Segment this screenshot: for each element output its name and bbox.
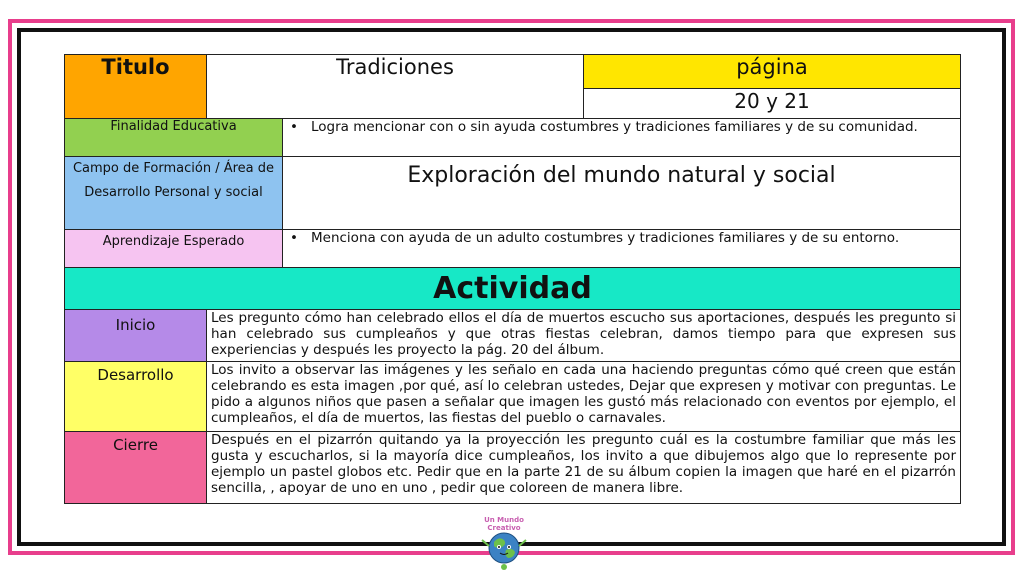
campo-value: Exploración del mundo natural y social: [283, 157, 961, 230]
cierre-label-text: Cierre: [113, 436, 158, 454]
pagina-label: página: [584, 55, 961, 89]
inicio-text: Les pregunto cómo han celebrado ellos el día de muertos escucho sus aportaciones, después les pregunto si han celebrado sus cumpleaños y que otras fiestas celebran, damos tiempo para que expresen sus experiencias y después les proyecto la pág. 20 del álbum.: [207, 310, 961, 362]
pagina-value: 20 y 21: [584, 89, 961, 119]
actividad-heading: Actividad: [65, 268, 961, 310]
bullet-icon: •: [290, 119, 298, 135]
logo: [468, 516, 540, 572]
logo-text: Un Mundo Creativo: [484, 516, 524, 532]
inicio-label-text: Inicio: [115, 316, 156, 334]
titulo-value: Tradiciones: [207, 55, 584, 119]
desarrollo-label: [65, 362, 207, 432]
aprendizaje-value: [283, 230, 961, 268]
lesson-plan-table: [64, 54, 961, 504]
finalidad-value: [283, 119, 961, 157]
bullet-icon: •: [290, 230, 298, 246]
finalidad-label: Finalidad Educativa: [65, 119, 283, 157]
desarrollo-text: Los invito a observar las imágenes y les señalo en cada una haciendo preguntas cómo qué creen que están celebrando es esta imagen ,por qué, así lo celebran ustedes, Dejar que expresen y motivar con preguntas. Le pido a algunos niños que pasen a señalar que imagen les gustó más relacionado con eventos por ejemplo, el cumpleaños, el día de muertos, las fiestas del pueblo o carnavales.: [207, 362, 961, 432]
desarrollo-label-text: Desarrollo: [97, 366, 174, 384]
finalidad-text: Logra mencionar con o sin ayuda costumbres y tradiciones familiares y de su comunidad.: [311, 119, 918, 135]
titulo-label: Titulo: [65, 55, 207, 119]
cierre-label: [65, 432, 207, 504]
campo-label: Campo de Formación / Área de Desarrollo Personal y social: [65, 157, 283, 230]
cierre-text: Después en el pizarrón quitando ya la proyección les pregunto cuál es la costumbre familiar que más les gusta y escucharlos, si la mayoría dice cumpleaños, los invito a que dibujemos algo que lo represente por ejemplo un pastel globos etc. Pedir que en la parte 21 de su álbum copien la imagen que haré en el pizarrón sencilla, , apoyar de uno en uno , pedir que coloreen de manera libre.: [207, 432, 961, 504]
inicio-label: [65, 310, 207, 362]
aprendizaje-label: Aprendizaje Esperado: [65, 230, 283, 268]
aprendizaje-text: Menciona con ayuda de un adulto costumbres y tradiciones familiares y de su entorno.: [311, 230, 900, 246]
